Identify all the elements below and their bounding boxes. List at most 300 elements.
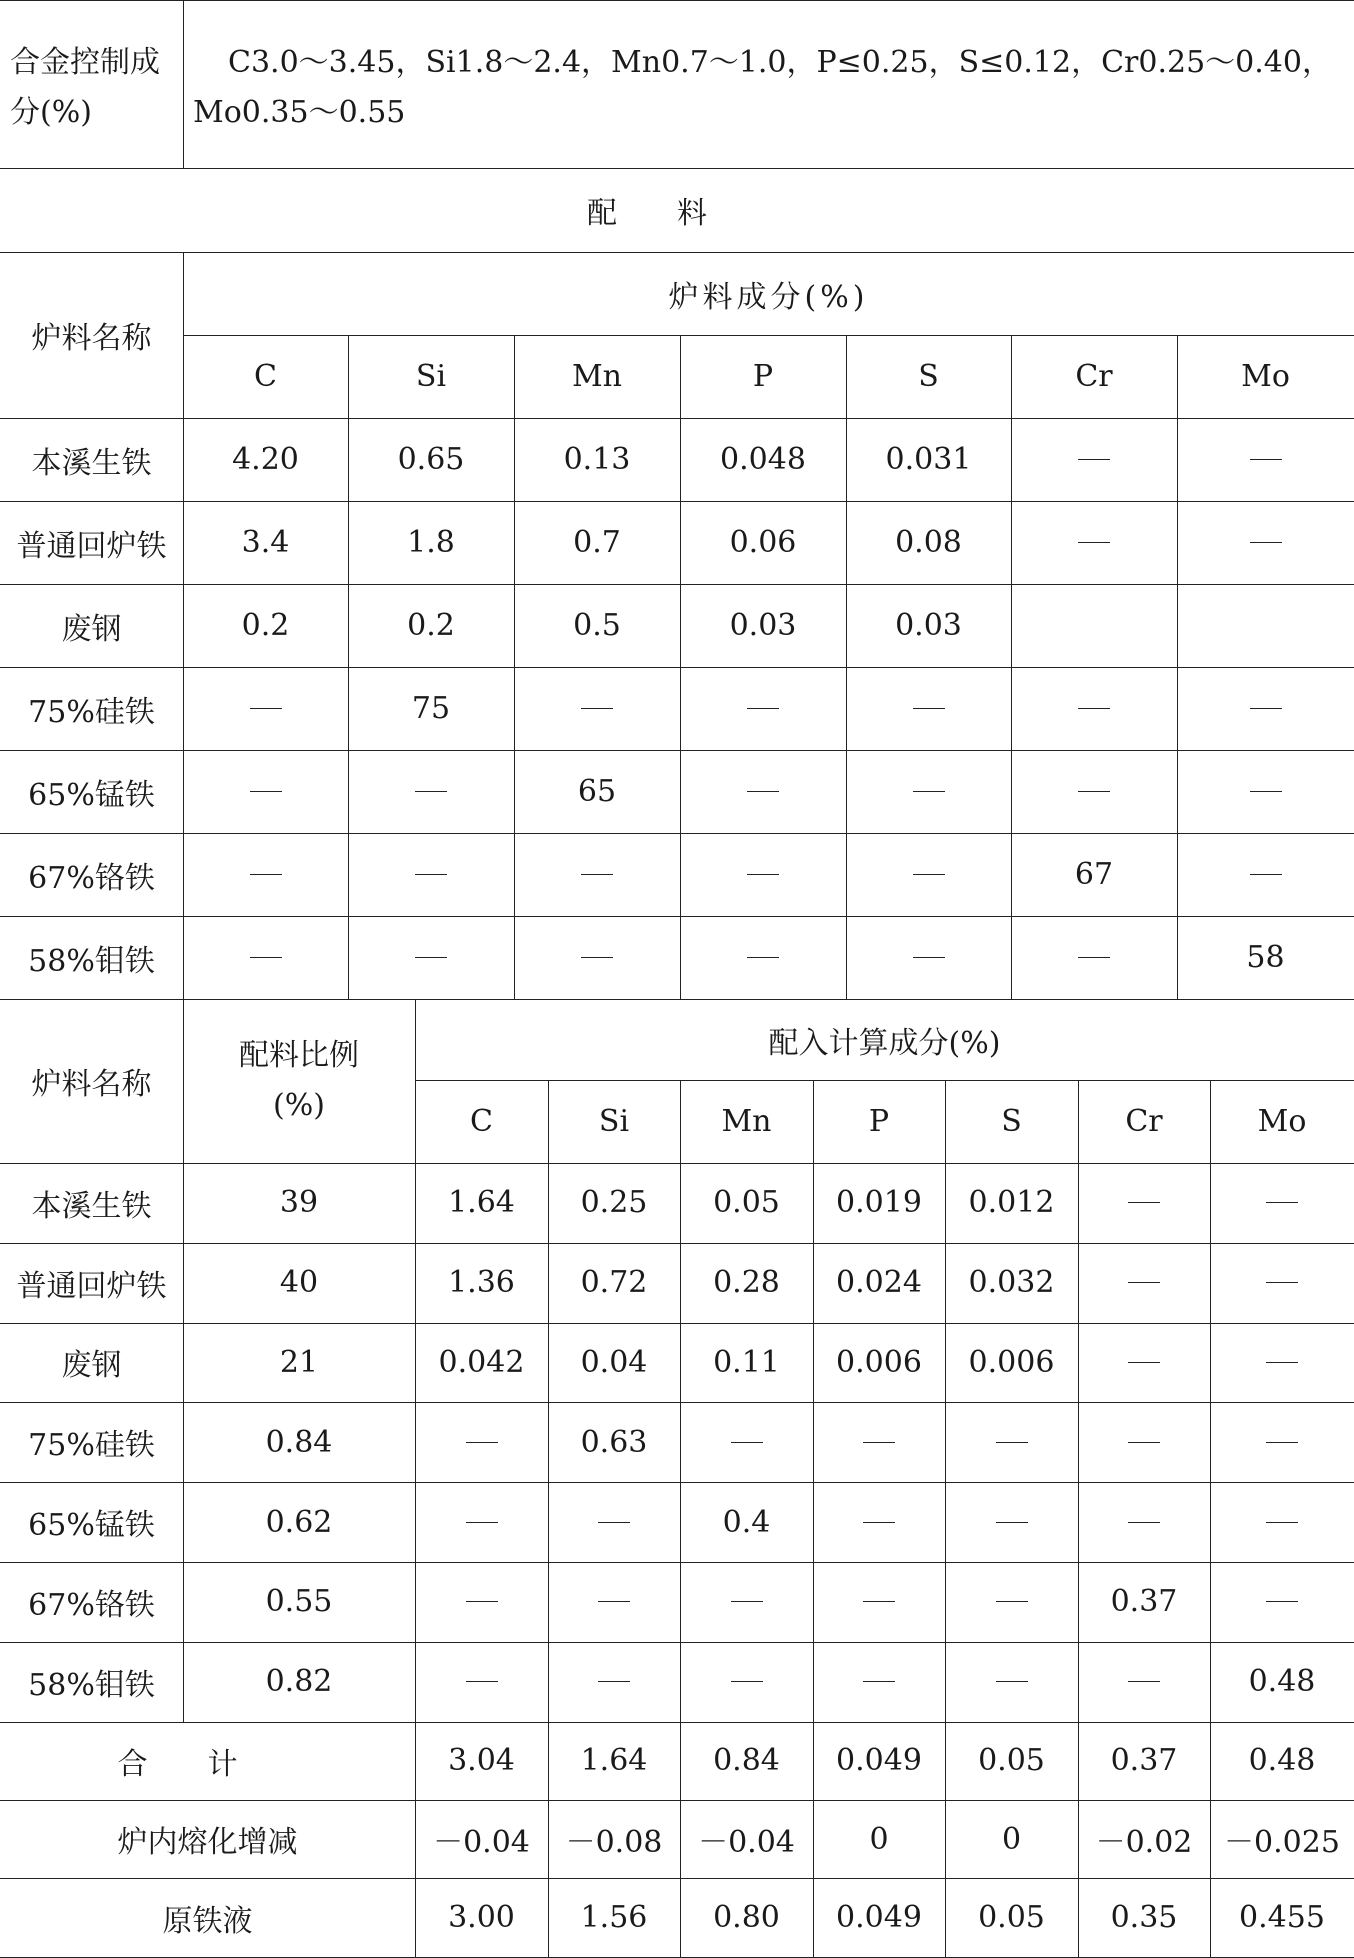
table2-cell (1210, 1323, 1354, 1403)
table2-row-name-text: 75%硅铁 (28, 1428, 155, 1464)
table2-cell (945, 1642, 1078, 1722)
dash-mark (250, 957, 282, 958)
table2-row-ratio-text: 0.62 (265, 1504, 333, 1540)
table1-row-name (0, 667, 183, 750)
table2-summary-cell-text: 0.455 (1239, 1900, 1325, 1936)
table1-cell (1011, 667, 1177, 750)
table2-summary-cell (415, 1722, 548, 1800)
alloy-value: C3.0～3.45，Si1.8～2.4，Mn0.7～1.0，P≤0.25，S≤0.12，Cr0.25～0.40，Mo0.35～0.55 (193, 45, 1332, 130)
table2-summary-cell (1210, 1800, 1354, 1878)
table1-cell (348, 916, 514, 999)
dash-mark (1128, 1681, 1160, 1682)
dash-mark (598, 1681, 630, 1682)
table2-row-ratio-text: 21 (279, 1344, 319, 1380)
table1-cell-text: 0.65 (397, 442, 465, 477)
table2-name-header-text: 炉料名称 (31, 1067, 152, 1102)
table1-cell (1011, 916, 1177, 999)
table2-row-name-text: 67%铬铁 (28, 1587, 155, 1623)
table2-name-header (0, 999, 183, 1163)
table1-col-header (348, 335, 514, 418)
table2-row-name-text: 废钢 (61, 1348, 122, 1384)
table1-cell-text: 0.03 (729, 608, 797, 643)
table2-summary-cell-text: 0.05 (978, 1743, 1045, 1779)
table2-summary-label (0, 1722, 415, 1800)
dash-mark (1128, 1362, 1160, 1363)
dash-mark (1128, 1282, 1160, 1283)
table2-summary-cell-text: 0.48 (1248, 1743, 1316, 1779)
dash-mark (1266, 1362, 1298, 1363)
dash-mark (913, 708, 945, 709)
dash-mark (598, 1522, 630, 1523)
table2-cell (415, 1243, 548, 1323)
table2-row-ratio-text: 40 (279, 1265, 319, 1301)
table1-cell (183, 584, 348, 667)
table1-cell-text: 0.2 (407, 608, 455, 643)
grid-line (0, 168, 1354, 169)
table1-cell (348, 750, 514, 833)
table2-row-name-text: 65%锰铁 (28, 1508, 155, 1544)
table2-summary-cell (813, 1878, 945, 1956)
table1-cell-text: 67 (1074, 857, 1114, 892)
table1-cell (846, 667, 1011, 750)
table1-cell (1011, 584, 1177, 667)
table2-summary-cell (680, 1722, 813, 1800)
table2-cell-text: 0.032 (968, 1265, 1055, 1301)
table1-cell-text: 0.06 (729, 525, 797, 560)
table2-cell-text: 0.012 (968, 1185, 1055, 1221)
table1-cell (514, 833, 680, 916)
dash-mark (731, 1442, 763, 1443)
table2-cell (548, 1402, 680, 1482)
table1-row-name-text: 废钢 (61, 611, 122, 647)
table2-cell-text: 0.024 (836, 1265, 922, 1301)
table2-row-name-text: 本溪生铁 (31, 1188, 152, 1224)
table1-cell-text: 0.2 (241, 608, 290, 643)
table2-row-name (0, 1323, 183, 1403)
grid-line (0, 0, 1354, 1)
dash-mark (466, 1681, 498, 1682)
table2-cell (680, 1562, 813, 1642)
dash-mark (1266, 1442, 1298, 1443)
table2-cell-text: 0.37 (1110, 1584, 1178, 1620)
table2-cell (945, 1402, 1078, 1482)
table2-cell-text: 0.4 (722, 1504, 771, 1540)
table2-row-ratio (183, 1482, 415, 1562)
table1-row-name-text: 本溪生铁 (31, 445, 152, 481)
table2-row-name (0, 1562, 183, 1642)
table2-row-name (0, 1642, 183, 1722)
dash-mark (731, 1601, 763, 1602)
table2-cell (1210, 1562, 1354, 1642)
table1-cell (1177, 750, 1354, 833)
dash-mark (1266, 1202, 1298, 1203)
table1-cell (680, 418, 846, 501)
table2-col-header-text: Mn (721, 1104, 772, 1139)
table2-cell-text: 0.48 (1248, 1664, 1316, 1700)
table2-summary-cell-text: －0.04 (433, 1825, 530, 1861)
table1-cell-text: 0.031 (885, 442, 972, 477)
table2-summary-cell-text: 0 (1001, 1821, 1022, 1857)
table1-cell (680, 501, 846, 584)
table2-cell (680, 1402, 813, 1482)
table2-row-ratio (183, 1402, 415, 1482)
table2-cell-text: 0.006 (968, 1344, 1055, 1380)
section-title (0, 168, 1354, 252)
table2-cell-text: 0.05 (713, 1185, 780, 1221)
table2-summary-cell-text: 0.049 (836, 1743, 922, 1779)
table2-row-ratio-text: 0.55 (265, 1584, 333, 1620)
table1-col-header (514, 335, 680, 418)
table1-col-header-text: Mn (571, 359, 623, 394)
table1-col-header (846, 335, 1011, 418)
table1-cell (1011, 501, 1177, 584)
table2-row-name (0, 1163, 183, 1243)
table2-cell (813, 1402, 945, 1482)
dash-mark (996, 1522, 1028, 1523)
table2-cell (548, 1323, 680, 1403)
table1-row-name-text: 普通回炉铁 (16, 528, 167, 564)
table1-cell (1011, 833, 1177, 916)
table2-row-ratio-text: 39 (279, 1185, 319, 1221)
table1-cell (348, 833, 514, 916)
table2-summary-cell (1078, 1800, 1210, 1878)
dash-mark (1266, 1282, 1298, 1283)
table2-row-name-text: 58%钼铁 (28, 1667, 155, 1703)
table2-summary-cell-text: 0.049 (836, 1900, 922, 1936)
table2-summary-cell (813, 1800, 945, 1878)
table2-cell (415, 1642, 548, 1722)
table2-col-header (1210, 1080, 1354, 1163)
table1-cell (680, 833, 846, 916)
table2-cell-text: 1.64 (448, 1185, 515, 1221)
table2-cell (415, 1402, 548, 1482)
table1-cell (183, 418, 348, 501)
table2-summary-cell-text: －0.04 (698, 1825, 795, 1861)
table1-cell (1011, 418, 1177, 501)
table2-col-header-text: P (868, 1104, 890, 1139)
table1-col-header-text: Mo (1241, 359, 1290, 394)
table2-col-header (945, 1080, 1078, 1163)
table1-cell (514, 916, 680, 999)
table2-cell (680, 1163, 813, 1243)
table2-row-ratio (183, 1163, 415, 1243)
table1-cell (846, 501, 1011, 584)
table2-summary-cell (945, 1722, 1078, 1800)
table1-col-header (680, 335, 846, 418)
table2-summary-cell (548, 1800, 680, 1878)
table1-name-header-text: 炉料名称 (31, 321, 152, 356)
table2-row-ratio-text: 0.82 (265, 1664, 333, 1700)
table1-row-name-text: 65%锰铁 (28, 777, 155, 813)
table2-cell (415, 1482, 548, 1562)
table1-cell (1177, 667, 1354, 750)
table2-summary-cell (548, 1722, 680, 1800)
dash-mark (1128, 1202, 1160, 1203)
dash-mark (250, 874, 282, 875)
table1-col-header-text: Si (415, 359, 447, 394)
table2-summary-label-text: 炉内熔化增减 (117, 1825, 298, 1861)
table2-summary-cell (945, 1878, 1078, 1956)
table2-summary-cell-text: －0.025 (1224, 1825, 1340, 1861)
table2-cell-text: 0.28 (713, 1265, 780, 1301)
table1-row-name-text: 67%铬铁 (28, 860, 155, 896)
table2-summary-cell (415, 1878, 548, 1956)
table2-row-name (0, 1482, 183, 1562)
table2-cell (945, 1482, 1078, 1562)
dash-mark (250, 708, 282, 709)
table2-row-ratio (183, 1642, 415, 1722)
table2-row-name (0, 1243, 183, 1323)
table2-cell (1078, 1562, 1210, 1642)
dash-mark (598, 1601, 630, 1602)
table2-summary-cell-text: 1.64 (580, 1743, 648, 1779)
table1-col-header-text: S (918, 359, 939, 394)
dash-mark (913, 957, 945, 958)
table2-cell-text: 0.11 (713, 1344, 780, 1380)
table2-summary-cell-text: －0.08 (565, 1825, 663, 1861)
dash-mark (863, 1601, 895, 1602)
table1-col-header (1011, 335, 1177, 418)
dash-mark (581, 957, 613, 958)
dash-mark (1078, 542, 1110, 543)
dash-mark (415, 957, 447, 958)
table2-col-header (415, 1080, 548, 1163)
table1-row-name-text: 75%硅铁 (28, 694, 155, 730)
table1-cell (846, 916, 1011, 999)
table1-cell-text: 3.4 (241, 525, 290, 560)
dash-mark (747, 957, 779, 958)
table1-group-header (183, 252, 1354, 335)
table2-cell (1210, 1402, 1354, 1482)
table2-row-ratio (183, 1323, 415, 1403)
dash-mark (863, 1681, 895, 1682)
table1-cell-text: 4.20 (232, 442, 299, 477)
dash-mark (1128, 1442, 1160, 1443)
table2-summary-label (0, 1878, 415, 1956)
table1-cell (846, 584, 1011, 667)
table2-col-header (680, 1080, 813, 1163)
table2-summary-cell-text: 0.80 (713, 1900, 780, 1936)
table2-row-name (0, 1402, 183, 1482)
dash-mark (1128, 1522, 1160, 1523)
dash-mark (747, 874, 779, 875)
table2-summary-label-text: 原铁液 (162, 1903, 253, 1939)
table1-cell (514, 584, 680, 667)
dash-mark (1250, 791, 1282, 792)
table2-col-header (813, 1080, 945, 1163)
table2-cell (813, 1562, 945, 1642)
table2-summary-cell-text: －0.02 (1095, 1825, 1193, 1861)
table1-cell (514, 501, 680, 584)
table2-cell (1210, 1163, 1354, 1243)
table2-cell-text: 0.006 (836, 1344, 922, 1380)
dash-mark (1078, 459, 1110, 460)
table2-cell (680, 1642, 813, 1722)
alloy-label: 合金控制成分(%) (10, 45, 160, 130)
table1-cell (1177, 501, 1354, 584)
table1-cell-text: 0.7 (573, 525, 621, 560)
table1-cell-text: 58 (1246, 940, 1285, 975)
table1-cell (846, 833, 1011, 916)
dash-mark (747, 708, 779, 709)
table2-summary-cell (680, 1878, 813, 1956)
table2-summary-cell-text: 0.05 (978, 1900, 1045, 1936)
table2-cell (813, 1163, 945, 1243)
dash-mark (415, 874, 447, 875)
table1-cell-text: 75 (411, 691, 451, 726)
dash-mark (466, 1601, 498, 1602)
table2-row-ratio-text: 0.84 (265, 1424, 333, 1460)
table2-cell (1078, 1323, 1210, 1403)
table1-col-header-text: Cr (1075, 359, 1113, 394)
dash-mark (863, 1522, 895, 1523)
table2-summary-cell (548, 1878, 680, 1956)
table2-cell (1210, 1482, 1354, 1562)
dash-mark (1250, 874, 1282, 875)
table2-row-name-text: 普通回炉铁 (16, 1268, 167, 1304)
table2-cell (415, 1562, 548, 1642)
table2-cell (1078, 1402, 1210, 1482)
table2-cell (1078, 1163, 1210, 1243)
table2-cell-text: 1.36 (448, 1265, 515, 1301)
table1-col-header (1177, 335, 1354, 418)
table1-cell (348, 501, 514, 584)
table1-row-name-text: 58%钼铁 (28, 943, 155, 979)
table2-cell-text: 0.04 (580, 1344, 648, 1380)
table1-cell-text: 0.08 (895, 525, 962, 560)
dash-mark (996, 1442, 1028, 1443)
table2-summary-label-text: 合计 (117, 1746, 298, 1782)
table1-cell-text: 1.8 (407, 525, 455, 560)
table2-ratio-header (183, 999, 415, 1163)
table2-cell-text: 0.019 (836, 1185, 922, 1221)
table2-summary-cell (680, 1800, 813, 1878)
dash-mark (1078, 957, 1110, 958)
table1-row-name (0, 750, 183, 833)
table1-cell (1011, 750, 1177, 833)
dash-mark (1266, 1601, 1298, 1602)
table2-summary-cell (1078, 1878, 1210, 1956)
table1-cell (183, 750, 348, 833)
table2-summary-cell-text: 0.37 (1110, 1743, 1178, 1779)
table2-summary-cell-text: 3.04 (448, 1743, 515, 1779)
table2-summary-cell (415, 1800, 548, 1878)
table1-cell (1177, 833, 1354, 916)
table2-summary-cell-text: 1.56 (580, 1900, 648, 1936)
dash-mark (996, 1601, 1028, 1602)
dash-mark (913, 791, 945, 792)
table1-cell (1177, 418, 1354, 501)
table2-cell (945, 1323, 1078, 1403)
table2-cell (548, 1163, 680, 1243)
table1-cell (183, 833, 348, 916)
dash-mark (1250, 459, 1282, 460)
table1-cell (680, 750, 846, 833)
table1-cell-text: 0.048 (720, 442, 806, 477)
table2-summary-cell-text: 3.00 (448, 1900, 515, 1936)
table1-group-header-text: 炉料成分(%) (668, 279, 869, 315)
table2-cell-text: 0.72 (580, 1265, 648, 1301)
dash-mark (466, 1522, 498, 1523)
table2-cell-text: 0.25 (580, 1185, 648, 1221)
table1-col-header-text: P (752, 359, 774, 394)
table1-row-name (0, 584, 183, 667)
table1-col-header-text: C (254, 359, 277, 394)
dash-mark (581, 874, 613, 875)
table1-cell (514, 667, 680, 750)
table2-cell (548, 1482, 680, 1562)
table1-cell (680, 916, 846, 999)
table2-group-header-text: 配入计算成分(%) (768, 1025, 1001, 1061)
table2-row-ratio (183, 1243, 415, 1323)
table2-cell (415, 1323, 548, 1403)
table2-cell (548, 1243, 680, 1323)
dash-mark (1266, 1522, 1298, 1523)
dash-mark (913, 874, 945, 875)
table1-cell (514, 750, 680, 833)
dash-mark (731, 1681, 763, 1682)
table2-summary-cell-text: 0.84 (713, 1743, 780, 1779)
table2-cell (813, 1323, 945, 1403)
dash-mark (250, 791, 282, 792)
table1-row-name (0, 916, 183, 999)
table1-cell (1177, 584, 1354, 667)
table2-cell (415, 1163, 548, 1243)
table2-col-header (548, 1080, 680, 1163)
table1-cell (846, 750, 1011, 833)
table2-cell (1078, 1482, 1210, 1562)
section-title-text: 配料 (587, 196, 767, 231)
table1-cell (183, 501, 348, 584)
dash-mark (415, 791, 447, 792)
table2-cell (1078, 1642, 1210, 1722)
dash-mark (581, 708, 613, 709)
table1-cell (183, 916, 348, 999)
table2-cell (813, 1642, 945, 1722)
table2-cell-text: 0.63 (580, 1424, 648, 1460)
table1-cell (1177, 916, 1354, 999)
table2-cell (1078, 1243, 1210, 1323)
table2-summary-cell (945, 1800, 1078, 1878)
table2-cell (548, 1642, 680, 1722)
table2-row-ratio (183, 1562, 415, 1642)
table2-cell-text: 0.042 (438, 1344, 525, 1380)
table2-cell (945, 1243, 1078, 1323)
table1-cell (680, 667, 846, 750)
table1-row-name (0, 833, 183, 916)
dash-mark (1250, 708, 1282, 709)
table1-cell (348, 584, 514, 667)
dash-mark (863, 1442, 895, 1443)
table2-summary-cell-text: 0.35 (1110, 1900, 1178, 1936)
table1-cell (183, 667, 348, 750)
table1-col-header (183, 335, 348, 418)
dash-mark (466, 1442, 498, 1443)
table1-name-header (0, 252, 183, 418)
table2-cell (813, 1243, 945, 1323)
table2-cell (680, 1323, 813, 1403)
table2-col-header (1078, 1080, 1210, 1163)
table1-cell-text: 65 (577, 774, 617, 809)
table2-summary-cell (813, 1722, 945, 1800)
table1-cell-text: 0.13 (563, 442, 631, 477)
table2-cell (680, 1243, 813, 1323)
table2-cell (548, 1562, 680, 1642)
table1-cell (348, 667, 514, 750)
dash-mark (1250, 542, 1282, 543)
table2-cell (813, 1482, 945, 1562)
table1-row-name (0, 501, 183, 584)
